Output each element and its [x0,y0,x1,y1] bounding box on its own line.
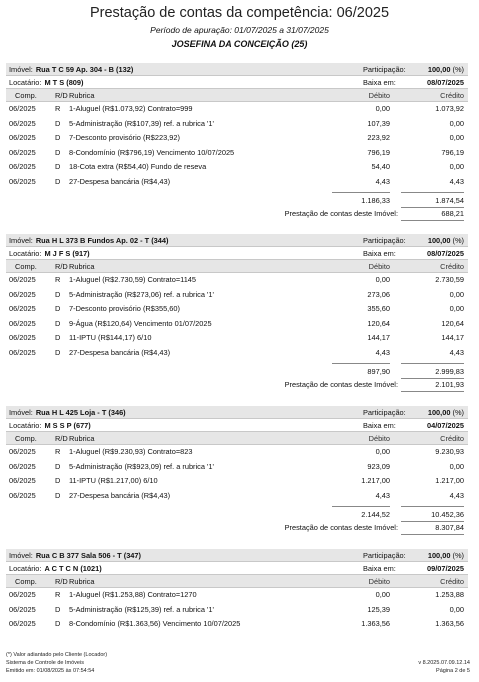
row-description: 5-Administração (R$107,39) ref. a rubrica '1' [69,118,214,128]
tenant-label: Locatário: [9,563,42,573]
settled-date: 08/07/2025 [427,77,464,87]
net-divider-bottom [401,220,464,221]
footer-page: Página 2 de 5 [436,668,470,674]
period-text: Período de apuração: 01/07/2025 a 31/07/2025 [150,25,329,35]
column-header [6,89,468,102]
col-comp: Comp. [15,91,37,100]
row-rd: D [55,490,61,500]
property-section [6,549,468,632]
net-label: Prestação de contas deste Imóvel: [284,380,398,389]
tenant-label: Locatário: [9,420,42,430]
row-description: 9-Água (R$120,64) Vencimento 01/07/2025 [69,318,212,328]
row-debit: 1.217,00 [361,476,390,485]
row-credit: 1.253,88 [435,590,464,599]
property-section [6,63,468,221]
row-comp: 06/2025 [9,461,36,471]
totals-divider [332,192,390,193]
table-row [6,331,468,346]
property-bar [6,234,468,247]
col-rd: R/D [55,262,68,271]
totals-divider [332,363,390,364]
net-divider-top [401,521,464,522]
row-credit: 0,00 [449,461,464,471]
row-description: 27-Despesa bancária (R$4,43) [69,347,171,357]
col-credito: Crédito [440,91,464,100]
row-comp: 06/2025 [9,590,36,599]
col-comp: Comp. [15,434,37,443]
table-row [6,346,468,361]
row-rd: D [55,289,61,299]
row-comp: 06/2025 [9,447,36,456]
table-row [6,273,468,288]
total-credit: 10.452,36 [431,510,464,519]
row-comp: 06/2025 [9,289,36,299]
column-header [6,575,468,588]
totals-row [6,363,468,378]
row-rd: D [55,304,61,313]
row-description: 27-Despesa bancária (R$4,43) [69,176,171,186]
total-debit: 1.186,33 [361,196,390,205]
row-debit: 107,39 [367,118,390,128]
col-rd: R/D [55,577,68,586]
property-name: Rua H L 373 B Fundos Ap. 02 - T (344) [35,235,169,245]
row-credit: 1.363,56 [435,619,464,628]
net-divider-top [401,207,464,208]
row-debit: 0,00 [375,275,390,284]
row-credit: 4,43 [449,176,464,186]
column-header [6,432,468,445]
tenant-name: M J F S (917) [44,248,90,258]
col-debito: Débito [368,434,390,443]
row-credit: 9.230,93 [435,447,464,456]
settled-date: 09/07/2025 [427,563,464,573]
table-row [6,474,468,489]
participation-number: 100,00 [427,550,451,560]
row-rd: R [55,447,61,456]
row-description: 5-Administração (R$923,09) ref. a rubrica '1' [69,461,214,471]
participation-value [428,65,464,74]
row-description: 7-Desconto provisório (R$355,60) [69,304,180,313]
settled-label: Baixa em: [363,77,396,87]
row-comp: 06/2025 [9,476,36,485]
settled-date: 04/07/2025 [427,420,464,430]
row-description: 11-IPTU (R$1.217,00) 6/10 [69,476,158,485]
row-debit: 355,60 [367,304,390,313]
row-debit: 0,00 [375,590,390,599]
owner-name: JOSEFINA DA CONCEIÇÃO (25) [171,39,308,49]
table-row [6,317,468,332]
col-credito: Crédito [440,434,464,443]
row-credit: 4,43 [449,347,464,357]
table-row [6,588,468,603]
settled-date: 08/07/2025 [427,248,464,258]
row-comp: 06/2025 [9,604,36,614]
property-name: Rua C B 377 Sala 506 - T (347) [35,550,141,560]
row-credit: 144,17 [441,333,464,342]
row-comp: 06/2025 [9,147,36,157]
tenant-bar [6,419,468,432]
row-rd: R [55,104,61,113]
row-credit: 0,00 [449,604,464,614]
row-rd: D [55,133,61,142]
tenant-bar [6,76,468,89]
row-debit: 4,43 [375,176,390,186]
table-row [6,489,468,504]
table-row [6,131,468,146]
property-label: Imóvel: [9,235,33,245]
row-credit: 1.073,92 [435,104,464,113]
row-rd: D [55,461,61,471]
row-debit: 796,19 [367,147,390,157]
property-label: Imóvel: [9,407,33,417]
footer-note: (*) Valor adiantado pelo Cliente (Locador) [6,652,108,658]
totals-row [6,506,468,521]
participation-unit: (%) [452,407,464,417]
participation-unit: (%) [452,64,464,74]
net-label: Prestação de contas deste Imóvel: [284,209,398,218]
row-description: 11-IPTU (R$144,17) 6/10 [69,333,152,342]
total-debit: 897,90 [367,367,390,376]
row-comp: 06/2025 [9,133,36,142]
row-debit: 273,06 [367,289,390,299]
row-rd: D [55,147,61,157]
row-debit: 923,09 [367,461,390,471]
property-section [6,406,468,535]
page-title: Prestação de contas da competência: 06/2025 [89,5,390,21]
property-name: Rua H L 425 Loja - T (346) [35,407,126,417]
row-comp: 06/2025 [9,347,36,357]
property-bar [6,63,468,76]
row-description: 5-Administração (R$125,39) ref. a rubrica '1' [69,604,214,614]
col-rubrica: Rubrica [69,577,95,586]
table-row [6,146,468,161]
participation-value [428,408,464,417]
row-debit: 0,00 [375,447,390,456]
tenant-label: Locatário: [9,77,42,87]
table-row [6,603,468,618]
row-debit: 4,43 [375,490,390,500]
tenant-bar [6,562,468,575]
table-row [6,617,468,632]
total-credit: 1.874,54 [435,196,464,205]
net-divider-bottom [401,391,464,392]
participation-number: 100,00 [427,407,451,417]
footer-left [6,651,107,675]
table-row [6,160,468,175]
totals-divider [401,363,464,364]
net-row [6,521,468,535]
totals-row [6,192,468,207]
property-label: Imóvel: [9,64,33,74]
net-value: 8.307,84 [435,523,464,532]
row-debit: 125,39 [367,604,390,614]
col-credito: Crédito [440,262,464,271]
row-debit: 120,64 [367,318,390,328]
column-header [6,260,468,273]
net-row [6,378,468,392]
tenant-name: M T S (809) [44,77,84,87]
totals-divider [332,506,390,507]
row-credit: 0,00 [449,162,464,171]
col-debito: Débito [368,577,390,586]
row-debit: 144,17 [367,333,390,342]
row-description: 18-Cota extra (R$54,40) Fundo de reseva [69,162,207,171]
row-credit: 0,00 [449,304,464,313]
tenant-bar [6,247,468,260]
row-comp: 06/2025 [9,490,36,500]
table-row [6,460,468,475]
row-rd: D [55,176,61,186]
row-credit: 2.730,59 [435,275,464,284]
footer-right [418,659,470,675]
participation-label: Participação: [363,550,406,560]
footer-version: v 8.2025.07.09.12.14 [418,660,470,666]
row-rd: D [55,118,61,128]
participation-number: 100,00 [427,235,451,245]
table-row [6,102,468,117]
page-header [0,0,479,50]
row-rd: D [55,476,61,485]
row-description: 8-Condomínio (R$796,19) Vencimento 10/07/2025 [69,147,235,157]
row-description: 1-Aluguel (R$9.230,93) Contrato=823 [69,447,193,456]
participation-value [428,551,464,560]
net-label: Prestação de contas deste Imóvel: [284,523,398,532]
property-bar [6,549,468,562]
row-description: 1-Aluguel (R$1.253,88) Contrato=1270 [69,590,197,599]
row-comp: 06/2025 [9,619,36,628]
row-credit: 120,64 [441,318,464,328]
row-comp: 06/2025 [9,275,36,284]
row-debit: 54,40 [371,162,390,171]
col-rd: R/D [55,91,68,100]
col-debito: Débito [368,91,390,100]
row-credit: 0,00 [449,118,464,128]
row-credit: 0,00 [449,289,464,299]
row-comp: 06/2025 [9,304,36,313]
row-description: 1-Aluguel (R$1.073,92) Contrato=999 [69,104,193,113]
row-description: 1-Aluguel (R$2.730,59) Contrato=1145 [69,275,197,284]
table-row [6,175,468,190]
row-description: 27-Despesa bancária (R$4,43) [69,490,171,500]
net-value: 688,21 [441,209,464,218]
tenant-name: M S S P (677) [44,420,91,430]
row-rd: D [55,347,61,357]
totals-divider [401,192,464,193]
row-comp: 06/2025 [9,318,36,328]
col-comp: Comp. [15,262,37,271]
table-row [6,302,468,317]
settled-label: Baixa em: [363,248,396,258]
row-rd: D [55,619,61,628]
row-debit: 4,43 [375,347,390,357]
net-divider-top [401,378,464,379]
settled-label: Baixa em: [363,563,396,573]
participation-value [428,236,464,245]
row-credit: 0,00 [449,133,464,142]
property-name: Rua T C 59 Ap. 304 - B (132) [35,64,134,74]
col-rubrica: Rubrica [69,434,95,443]
totals-divider [401,506,464,507]
participation-label: Participação: [363,407,406,417]
property-bar [6,406,468,419]
property-section [6,234,468,392]
row-debit: 1.363,56 [361,619,390,628]
row-comp: 06/2025 [9,118,36,128]
settled-label: Baixa em: [363,420,396,430]
total-credit: 2.999,83 [435,367,464,376]
row-comp: 06/2025 [9,104,36,113]
participation-label: Participação: [363,64,406,74]
col-rubrica: Rubrica [69,91,95,100]
footer-emitted: Emitido em: 01/08/2025 às 07:54:54 [6,668,95,674]
net-row [6,207,468,221]
participation-label: Participação: [363,235,406,245]
participation-unit: (%) [452,235,464,245]
row-credit: 796,19 [441,147,464,157]
row-description: 7-Desconto provisório (R$223,92) [69,133,180,142]
participation-unit: (%) [452,550,464,560]
col-credito: Crédito [440,577,464,586]
col-rubrica: Rubrica [69,262,95,271]
footer-system: Sistema de Controle de Imóveis [6,660,84,666]
net-divider-bottom [401,534,464,535]
tenant-label: Locatário: [9,248,42,258]
row-rd: R [55,275,61,284]
row-description: 8-Condomínio (R$1.363,56) Vencimento 10/07/2025 [69,619,241,628]
row-rd: D [55,604,61,614]
col-debito: Débito [368,262,390,271]
table-row [6,288,468,303]
col-rd: R/D [55,434,68,443]
table-row [6,117,468,132]
row-rd: R [55,590,61,599]
row-comp: 06/2025 [9,176,36,186]
total-debit: 2.144,52 [361,510,390,519]
table-row [6,445,468,460]
row-credit: 4,43 [449,490,464,500]
row-rd: D [55,162,61,171]
property-label: Imóvel: [9,550,33,560]
row-comp: 06/2025 [9,333,36,342]
participation-number: 100,00 [427,64,451,74]
row-debit: 223,92 [367,133,390,142]
row-comp: 06/2025 [9,162,36,171]
tenant-name: A C T C N (1021) [44,563,102,573]
row-description: 5-Administração (R$273,06) ref. a rubrica '1' [69,289,214,299]
col-comp: Comp. [15,577,37,586]
row-rd: D [55,333,61,342]
row-debit: 0,00 [375,104,390,113]
net-value: 2.101,93 [435,380,464,389]
row-rd: D [55,318,61,328]
row-credit: 1.217,00 [435,476,464,485]
